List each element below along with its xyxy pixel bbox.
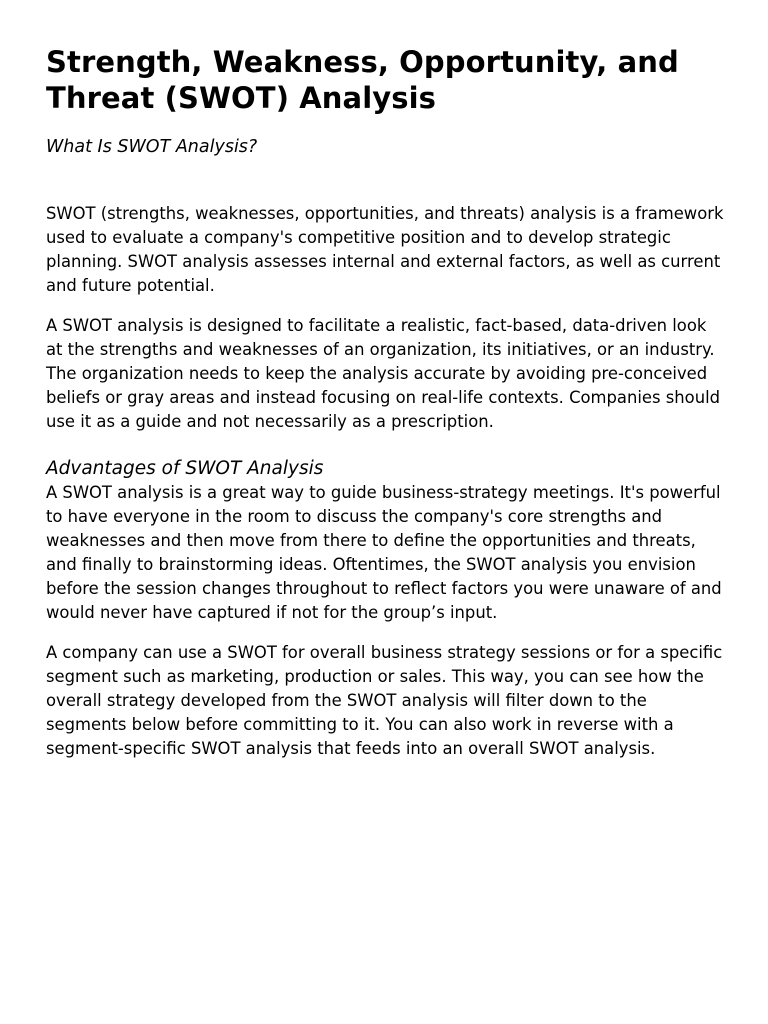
section-heading-advantages: Advantages of SWOT Analysis bbox=[46, 458, 324, 479]
document-title: Strength, Weakness, Opportunity, and Threat (SWOT) Analysis bbox=[46, 45, 679, 115]
paragraph-design: A SWOT analysis is designed to facilitate a realistic, fact-based, data-driven look at the strengths and weaknesses of an organization, its initiatives, or an industry. The organization needs to keep the analysis accurate by avoiding pre-conceived beliefs or gray areas and instead focusing on real-life contexts. Companies should use it as a guide and not necessarily as a prescription. bbox=[46, 316, 721, 431]
paragraph-usage: A company can use a SWOT for overall business strategy sessions or for a specific segment such as marketing, production or sales. This way, you can see how the overall strategy developed from the SWOT analysis will filter down to the segments below before committing to it. You can also work in reverse with a segment-specific SWOT analysis that feeds into an overall SWOT analysis. bbox=[46, 643, 723, 758]
document-page bbox=[46, 44, 726, 761]
paragraph-advantages: A SWOT analysis is a great way to guide business-strategy meetings. It's powerful to have everyone in the room to discuss the company's core strengths and weaknesses and then move from there to define the opportunities and threats, and finally to brainstorming ideas. Oftentimes, the SWOT analysis you envision before the session changes throughout to reflect factors you were unaware of and would never have captured if not for the group’s input. bbox=[46, 483, 722, 622]
paragraph-definition: SWOT (strengths, weaknesses, opportunities, and threats) analysis is a framework used to evaluate a company's competitive position and to develop strategic planning. SWOT analysis assesses internal and external factors, as well as current and future potential. bbox=[46, 204, 724, 295]
document-subtitle: What Is SWOT Analysis? bbox=[46, 137, 258, 157]
